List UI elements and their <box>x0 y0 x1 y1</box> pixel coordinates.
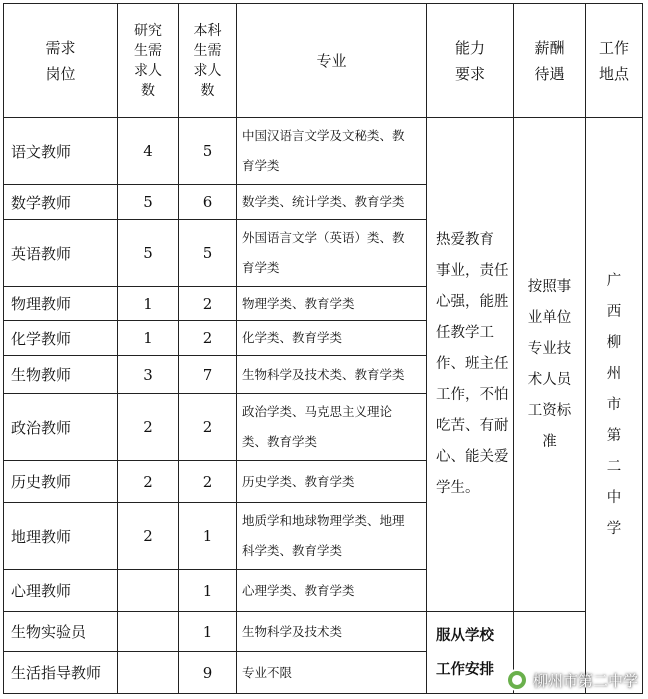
grad-count-cell <box>118 612 179 652</box>
major-cell: 地质学和地球物理学类、地理 科学类、教育学类 <box>237 503 427 570</box>
header-major: 专业 <box>237 4 427 118</box>
watermark-text: 柳州市第二中学 <box>532 671 638 690</box>
grad-count-cell: 2 <box>118 461 179 503</box>
table-row <box>4 612 643 652</box>
position-cell: 英语教师 <box>4 220 118 287</box>
ug-count-cell: 1 <box>179 570 237 612</box>
grad-count-cell: 3 <box>118 356 179 394</box>
major-cell: 数学类、统计学类、教育学类 <box>237 185 427 220</box>
major-cell: 外国语言文学（英语）类、教 育学类 <box>237 220 427 287</box>
location-cell: 广西 柳州 市第 二中 学 <box>586 118 643 694</box>
position-cell: 化学教师 <box>4 321 118 356</box>
recruitment-table <box>3 3 643 694</box>
ug-count-cell: 5 <box>179 118 237 185</box>
position-cell: 地理教师 <box>4 503 118 570</box>
position-cell: 生物实验员 <box>4 612 118 652</box>
position-cell: 数学教师 <box>4 185 118 220</box>
grad-count-cell: 1 <box>118 287 179 321</box>
ug-count-cell: 5 <box>179 220 237 287</box>
major-cell: 政治学类、马克思主义理论 类、教育学类 <box>237 394 427 461</box>
header-ug-count: 本科 生需 求人 数 <box>179 4 237 118</box>
major-cell: 中国汉语言文学及文秘类、教 育学类 <box>237 118 427 185</box>
position-cell: 语文教师 <box>4 118 118 185</box>
header-requirement: 能力 要求 <box>427 4 514 118</box>
grad-count-cell: 5 <box>118 220 179 287</box>
position-cell: 物理教师 <box>4 287 118 321</box>
ug-count-cell: 2 <box>179 321 237 356</box>
major-cell: 生物科学及技术类 <box>237 612 427 652</box>
salary-cell: 按照事 业单位 专业技 术人员 工资标 准 <box>514 118 586 612</box>
major-cell: 心理学类、教育学类 <box>237 570 427 612</box>
ug-count-cell: 2 <box>179 394 237 461</box>
ug-count-cell: 9 <box>179 652 237 694</box>
wechat-logo-icon <box>506 669 528 691</box>
requirement-cell: 热爱教育 事业，责任 心强，能胜 任教学工 作、班主任 工作，不怕 吃苦、有耐 心、能关爱 学生。 <box>427 118 514 612</box>
grad-count-cell: 1 <box>118 321 179 356</box>
major-cell: 专业不限 <box>237 652 427 694</box>
ug-count-cell: 6 <box>179 185 237 220</box>
header-location: 工作 地点 <box>586 4 643 118</box>
major-cell: 历史学类、教育学类 <box>237 461 427 503</box>
grad-count-cell <box>118 652 179 694</box>
major-cell: 物理学类、教育学类 <box>237 287 427 321</box>
position-cell: 生物教师 <box>4 356 118 394</box>
grad-count-cell: 5 <box>118 185 179 220</box>
position-cell: 历史教师 <box>4 461 118 503</box>
ug-count-cell: 7 <box>179 356 237 394</box>
requirement-staff-cell: 服从学校 工作安排 <box>427 612 514 694</box>
grad-count-cell: 2 <box>118 394 179 461</box>
grad-count-cell: 4 <box>118 118 179 185</box>
position-cell: 政治教师 <box>4 394 118 461</box>
grad-count-cell <box>118 570 179 612</box>
header-salary: 薪酬 待遇 <box>514 4 586 118</box>
header-position: 需求 岗位 <box>4 4 118 118</box>
position-cell: 生活指导教师 <box>4 652 118 694</box>
ug-count-cell: 1 <box>179 612 237 652</box>
header-grad-count: 研究 生需 求人 数 <box>118 4 179 118</box>
major-cell: 生物科学及技术类、教育学类 <box>237 356 427 394</box>
ug-count-cell: 2 <box>179 461 237 503</box>
table-row <box>4 118 643 185</box>
position-cell: 心理教师 <box>4 570 118 612</box>
grad-count-cell: 2 <box>118 503 179 570</box>
watermark <box>506 669 638 691</box>
major-cell: 化学类、教育学类 <box>237 321 427 356</box>
header-row <box>4 4 643 118</box>
ug-count-cell: 1 <box>179 503 237 570</box>
ug-count-cell: 2 <box>179 287 237 321</box>
